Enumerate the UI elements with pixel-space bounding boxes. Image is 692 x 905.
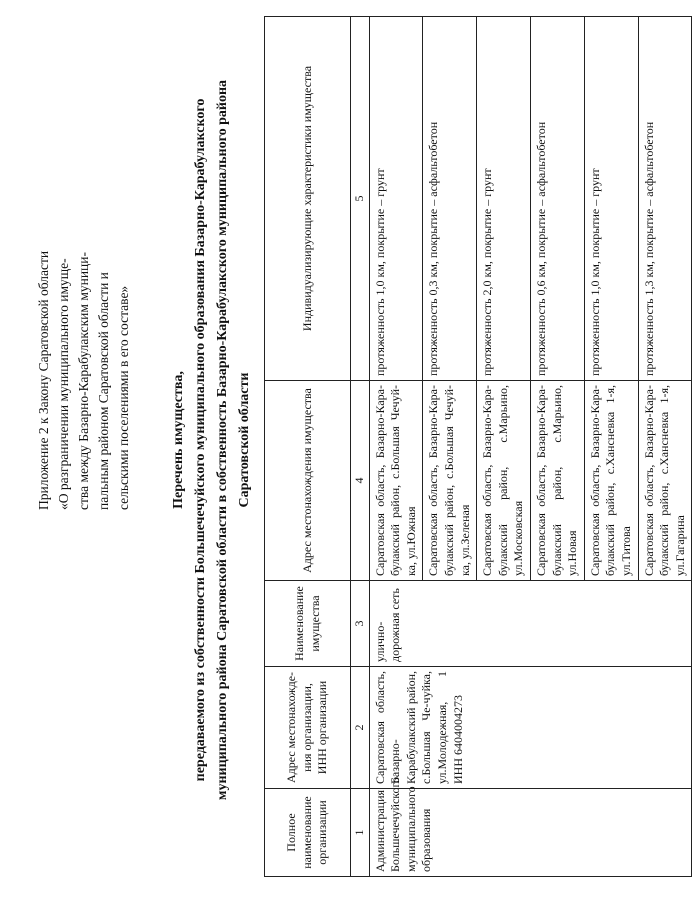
appendix-text [34, 60, 134, 510]
title-line: Саратовской области [237, 372, 252, 508]
table-header-row [265, 17, 351, 877]
property-address-cell: Саратовская область, Базарно-Кара-булакский район, с.Хансневка 1-я, ул.Гагарина [638, 381, 692, 581]
column-number: 3 [351, 581, 370, 667]
title-line: передаваемого из собственности Большечечуйского муниципального образования Базарно-Карабулакского [193, 98, 208, 782]
characteristics-cell: протяженность 1,0 км, покрытие – грунт [584, 17, 638, 381]
property-address-cell: Саратовская область, Базарно-Кара-булакский район, с.Большая Чечуй-ка, ул.Южная [369, 381, 423, 581]
property-address-cell: Саратовская область, Базарно-Кара-булакский район, с.Большая Чечуй-ка, ул.Зеленая [423, 381, 477, 581]
rotated-document-content [18, 0, 687, 880]
characteristics-cell: протяженность 2,0 км, покрытие – грунт [477, 17, 531, 381]
column-number: 5 [351, 17, 370, 381]
header-characteristics: Индивидуализирующие характеристики имущества [265, 17, 351, 381]
property-address-cell: Саратовская область, Базарно-Кара-булакский район, с.Марьино, ул.Новая [530, 381, 584, 581]
column-number: 1 [351, 789, 370, 877]
appendix-line: ства между Базарно-Карабулакским муници- [76, 251, 91, 510]
property-name-cell: улично-дорожная сеть [369, 581, 692, 667]
column-number: 4 [351, 381, 370, 581]
org-address-cell: Саратовская область, Базарно-Карабулакский район, с.Большая Че-чуйка, ул.Молодежная, 1 ИНН 6404004273 [369, 667, 692, 789]
appendix-note [18, 0, 168, 880]
characteristics-cell: протяженность 0,6 км, покрытие – асфальтобетон [530, 17, 584, 381]
appendix-line: сельскими поселениями в его составе» [116, 285, 131, 510]
document-title [168, 0, 264, 880]
characteristics-cell: протяженность 1,0 км, покрытие – грунт [369, 17, 423, 381]
table-row [369, 17, 423, 877]
property-address-cell: Саратовская область, Базарно-Кара-булакский район, с.Марьино, ул.Московская [477, 381, 531, 581]
appendix-line: «О разграничении муниципального имуще- [56, 258, 71, 510]
characteristics-cell: протяженность 1,3 км, покрытие – асфальтобетон [638, 17, 692, 381]
header-property-name: Наименование имущества [265, 581, 351, 667]
table-number-row [351, 17, 370, 877]
title-line: муниципального района Саратовской области в собственность Базарно-Карабулакского муниципального района [215, 79, 230, 801]
header-org-address: Адрес местонахожде-ния организации, ИНН организации [265, 667, 351, 789]
title-line: Перечень имущества, [171, 371, 186, 509]
header-property-address: Адрес местонахождения имущества [265, 381, 351, 581]
appendix-line: пальным районом Саратовской области и [96, 272, 111, 510]
characteristics-cell: протяженность 0,3 км, покрытие – асфальтобетон [423, 17, 477, 381]
property-table [264, 16, 692, 877]
property-address-cell: Саратовская область, Базарно-Кара-булакский район, с.Хансневка 1-я, ул.Титова [584, 381, 638, 581]
header-org-name: Полное наименование организации [265, 789, 351, 877]
org-name-cell: Администрация Большечечуйского муниципального образования [369, 789, 692, 877]
appendix-line: Приложение 2 к Закону Саратовской области [36, 250, 51, 510]
column-number: 2 [351, 667, 370, 789]
